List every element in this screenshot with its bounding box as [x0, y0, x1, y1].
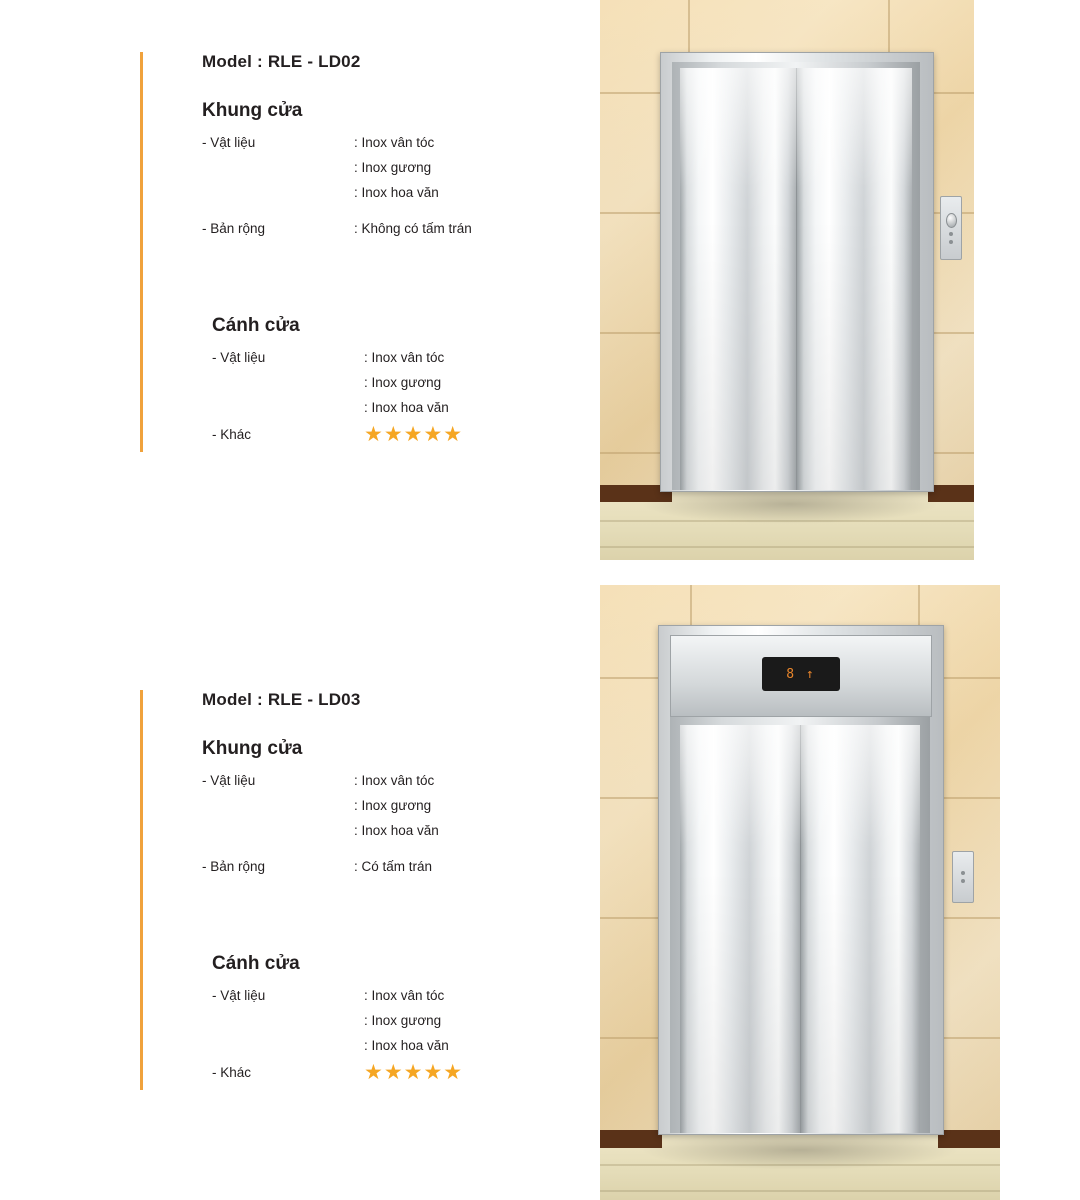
indicator-dot-icon: [949, 240, 953, 244]
spec-label: - Vật liệu: [202, 135, 256, 150]
floor-indicator-text: 8 ↑: [786, 666, 816, 682]
spec-value: : Inox vân tóc: [354, 135, 435, 150]
spec-row: [202, 130, 570, 205]
spec-value: : Inox gương: [364, 375, 442, 390]
spec-label: - Bản rộng: [202, 859, 266, 874]
spec-value: : Inox gương: [354, 160, 432, 175]
spec-rows-door-leaf: [202, 345, 570, 447]
spec-value: : Không có tấm trán: [354, 221, 472, 236]
accent-bar: [140, 690, 143, 1090]
section-title-door-leaf: Cánh cửa: [212, 953, 300, 974]
spacer: [202, 207, 570, 216]
spec-rows-door-frame: [202, 130, 570, 241]
elevator-doors: [680, 725, 920, 1133]
spec-rows-door-frame: [202, 768, 570, 879]
model-title: Model : RLE - LD02: [202, 52, 361, 71]
indicator-dot-icon: [961, 871, 965, 875]
spec-values: [354, 768, 439, 843]
spec-values: [354, 216, 472, 241]
spec-row: [202, 345, 570, 420]
spec-label: - Vật liệu: [212, 350, 266, 365]
spec-label: - Bản rộng: [202, 221, 266, 236]
section-title-door-frame: Khung cửa: [202, 738, 303, 759]
elevator-doors: [680, 68, 912, 490]
call-button-icon[interactable]: [946, 213, 957, 228]
spec-row-rating: [202, 422, 570, 447]
spec-label: - Vật liệu: [212, 988, 266, 1003]
product-spec-ld02: [140, 52, 570, 452]
spec-value: : Inox hoa văn: [354, 185, 439, 200]
floor-shadow: [640, 1130, 960, 1170]
spec-row: [202, 854, 570, 879]
section-title-door-leaf: Cánh cửa: [212, 315, 300, 336]
spec-values: [354, 130, 439, 205]
spec-values: [364, 422, 463, 447]
model-title: Model : RLE - LD03: [202, 690, 361, 709]
floor-indicator-display: [762, 657, 840, 691]
spec-label: - Khác: [212, 1065, 252, 1080]
door-leaf-right: [800, 725, 921, 1133]
spec-value: : Có tấm trán: [354, 859, 433, 874]
spec-rows-door-leaf: [202, 983, 570, 1085]
spec-value: : Inox hoa văn: [354, 823, 439, 838]
floor-line: [600, 546, 974, 548]
spec-value: : Inox gương: [364, 1013, 442, 1028]
spec-value: : Inox gương: [354, 798, 432, 813]
spec-value: : Inox vân tóc: [364, 350, 445, 365]
spec-values: [364, 1060, 463, 1085]
spec-values: [354, 854, 432, 879]
spec-value: : Inox hoa văn: [364, 400, 449, 415]
call-button-panel[interactable]: [952, 851, 974, 903]
spec-row: [202, 768, 570, 843]
spec-row: [202, 216, 570, 241]
indicator-dot-icon: [949, 232, 953, 236]
spec-label: - Vật liệu: [202, 773, 256, 788]
spec-value: : Inox hoa văn: [364, 1038, 449, 1053]
floor-line: [600, 1190, 1000, 1192]
door-leaf-left: [680, 725, 800, 1133]
accent-bar: [140, 52, 143, 452]
section-title-door-frame: Khung cửa: [202, 100, 303, 121]
spec-value: : Inox vân tóc: [364, 988, 445, 1003]
spec-label: - Khác: [212, 427, 252, 442]
rating-stars: ★★★★★: [364, 1061, 464, 1084]
spec-value: : Inox vân tóc: [354, 773, 435, 788]
spacer: [202, 845, 570, 854]
call-button-panel[interactable]: [940, 196, 962, 260]
door-leaf-left: [680, 68, 796, 490]
rating-stars: ★★★★★: [364, 423, 464, 446]
spec-row-rating: [202, 1060, 570, 1085]
door-leaf-right: [796, 68, 913, 490]
spec-values: [364, 983, 449, 1058]
indicator-dot-icon: [961, 879, 965, 883]
spec-row: [202, 983, 570, 1058]
product-spec-ld03: [140, 690, 570, 1090]
product-image-ld03: [600, 585, 1000, 1200]
spec-values: [364, 345, 449, 420]
product-image-ld02: [600, 0, 974, 560]
